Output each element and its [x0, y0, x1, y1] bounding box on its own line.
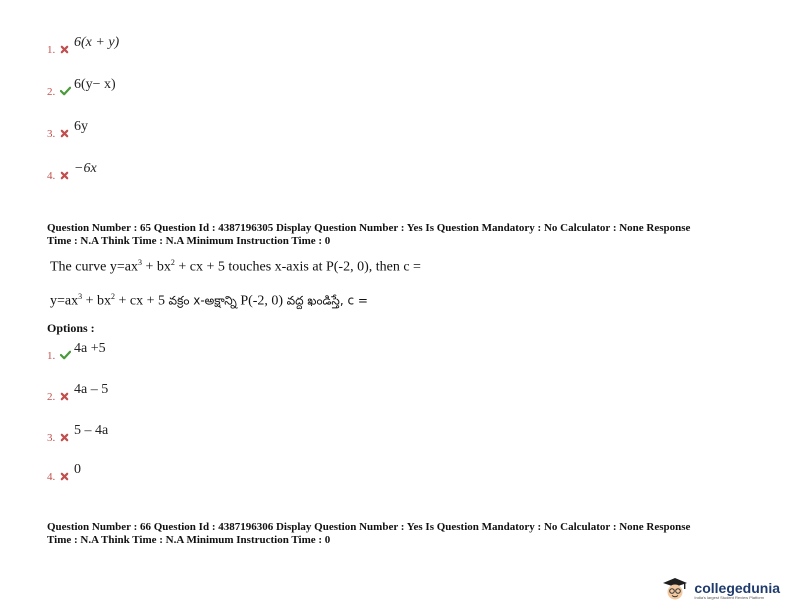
option-value: 5 – 4a	[74, 423, 109, 438]
exponent: 2	[111, 292, 116, 301]
option-value: 6y	[74, 119, 88, 134]
q65-option-3	[47, 423, 108, 447]
brand-tagline: India's largest Student Review Platform	[694, 595, 765, 600]
question-info-line-2: Time : N.A Think Time : N.A Minimum Instruction Time : 0	[47, 533, 331, 546]
q65-option-2	[47, 382, 108, 406]
option-number: 1.	[47, 350, 56, 362]
question-text-english	[50, 258, 421, 276]
q64-option-2	[47, 77, 116, 101]
option-number: 2.	[47, 391, 56, 403]
question-text-part: + cx + 5	[115, 293, 169, 309]
question-text-part: The curve y=ax	[50, 259, 138, 275]
option-value: 0	[74, 462, 81, 477]
mascot-icon	[660, 575, 690, 606]
option-number: 3.	[47, 432, 56, 444]
cross-icon	[60, 41, 74, 59]
option-number: 2.	[47, 86, 56, 98]
question-text-part: + bx	[141, 259, 171, 275]
exponent: 2	[170, 258, 175, 267]
question-65-info	[47, 222, 767, 247]
question-text-part: + bx	[82, 293, 112, 309]
q65-option-4	[47, 462, 81, 486]
exponent: 3	[137, 258, 142, 267]
brand-name: collegedunia	[694, 580, 780, 596]
brand-logo	[660, 575, 780, 606]
q64-option-3	[47, 119, 88, 143]
question-66-info	[47, 521, 767, 546]
telugu-text: వక్రం x-అక్షాన్ని	[168, 293, 237, 308]
check-icon	[60, 347, 74, 365]
question-info-line-1: Question Number : 65 Question Id : 4387196305 Display Question Number : Yes Is Question Mandatory : No Calculator : None Response	[47, 222, 691, 234]
cross-icon	[60, 167, 74, 185]
option-value: 6(x + y)	[74, 35, 120, 50]
question-info-line-2: Time : N.A Think Time : N.A Minimum Instruction Time : 0	[47, 234, 331, 247]
cross-icon	[60, 429, 74, 447]
option-number: 1.	[47, 44, 56, 56]
option-value: −6x	[74, 161, 97, 176]
question-info-line-1: Question Number : 66 Question Id : 4387196306 Display Question Number : Yes Is Question Mandatory : No Calculator : None Response	[47, 521, 691, 533]
telugu-text: వద్ద ఖండిస్తే, c =	[286, 293, 368, 308]
cross-icon	[60, 388, 74, 406]
option-value: 4a +5	[74, 341, 106, 356]
question-text-part: + cx + 5 touches x-axis at P(-2, 0), then c =	[174, 259, 421, 275]
question-text-part: P(-2, 0)	[236, 293, 287, 309]
option-value: 4a – 5	[74, 382, 109, 397]
option-value: 6(y− x)	[74, 77, 116, 92]
question-text-part: y=ax	[50, 293, 79, 309]
options-label: Options :	[47, 321, 95, 335]
q64-option-4	[47, 161, 97, 185]
cross-icon	[60, 125, 74, 143]
option-number: 4.	[47, 471, 56, 483]
q65-option-1	[47, 341, 106, 365]
option-number: 4.	[47, 170, 56, 182]
brand-text	[694, 581, 780, 600]
check-icon	[60, 83, 74, 101]
q64-option-1	[47, 35, 119, 59]
question-text-telugu	[50, 292, 368, 311]
cross-icon	[60, 468, 74, 486]
option-number: 3.	[47, 128, 56, 140]
exponent: 3	[78, 292, 83, 301]
